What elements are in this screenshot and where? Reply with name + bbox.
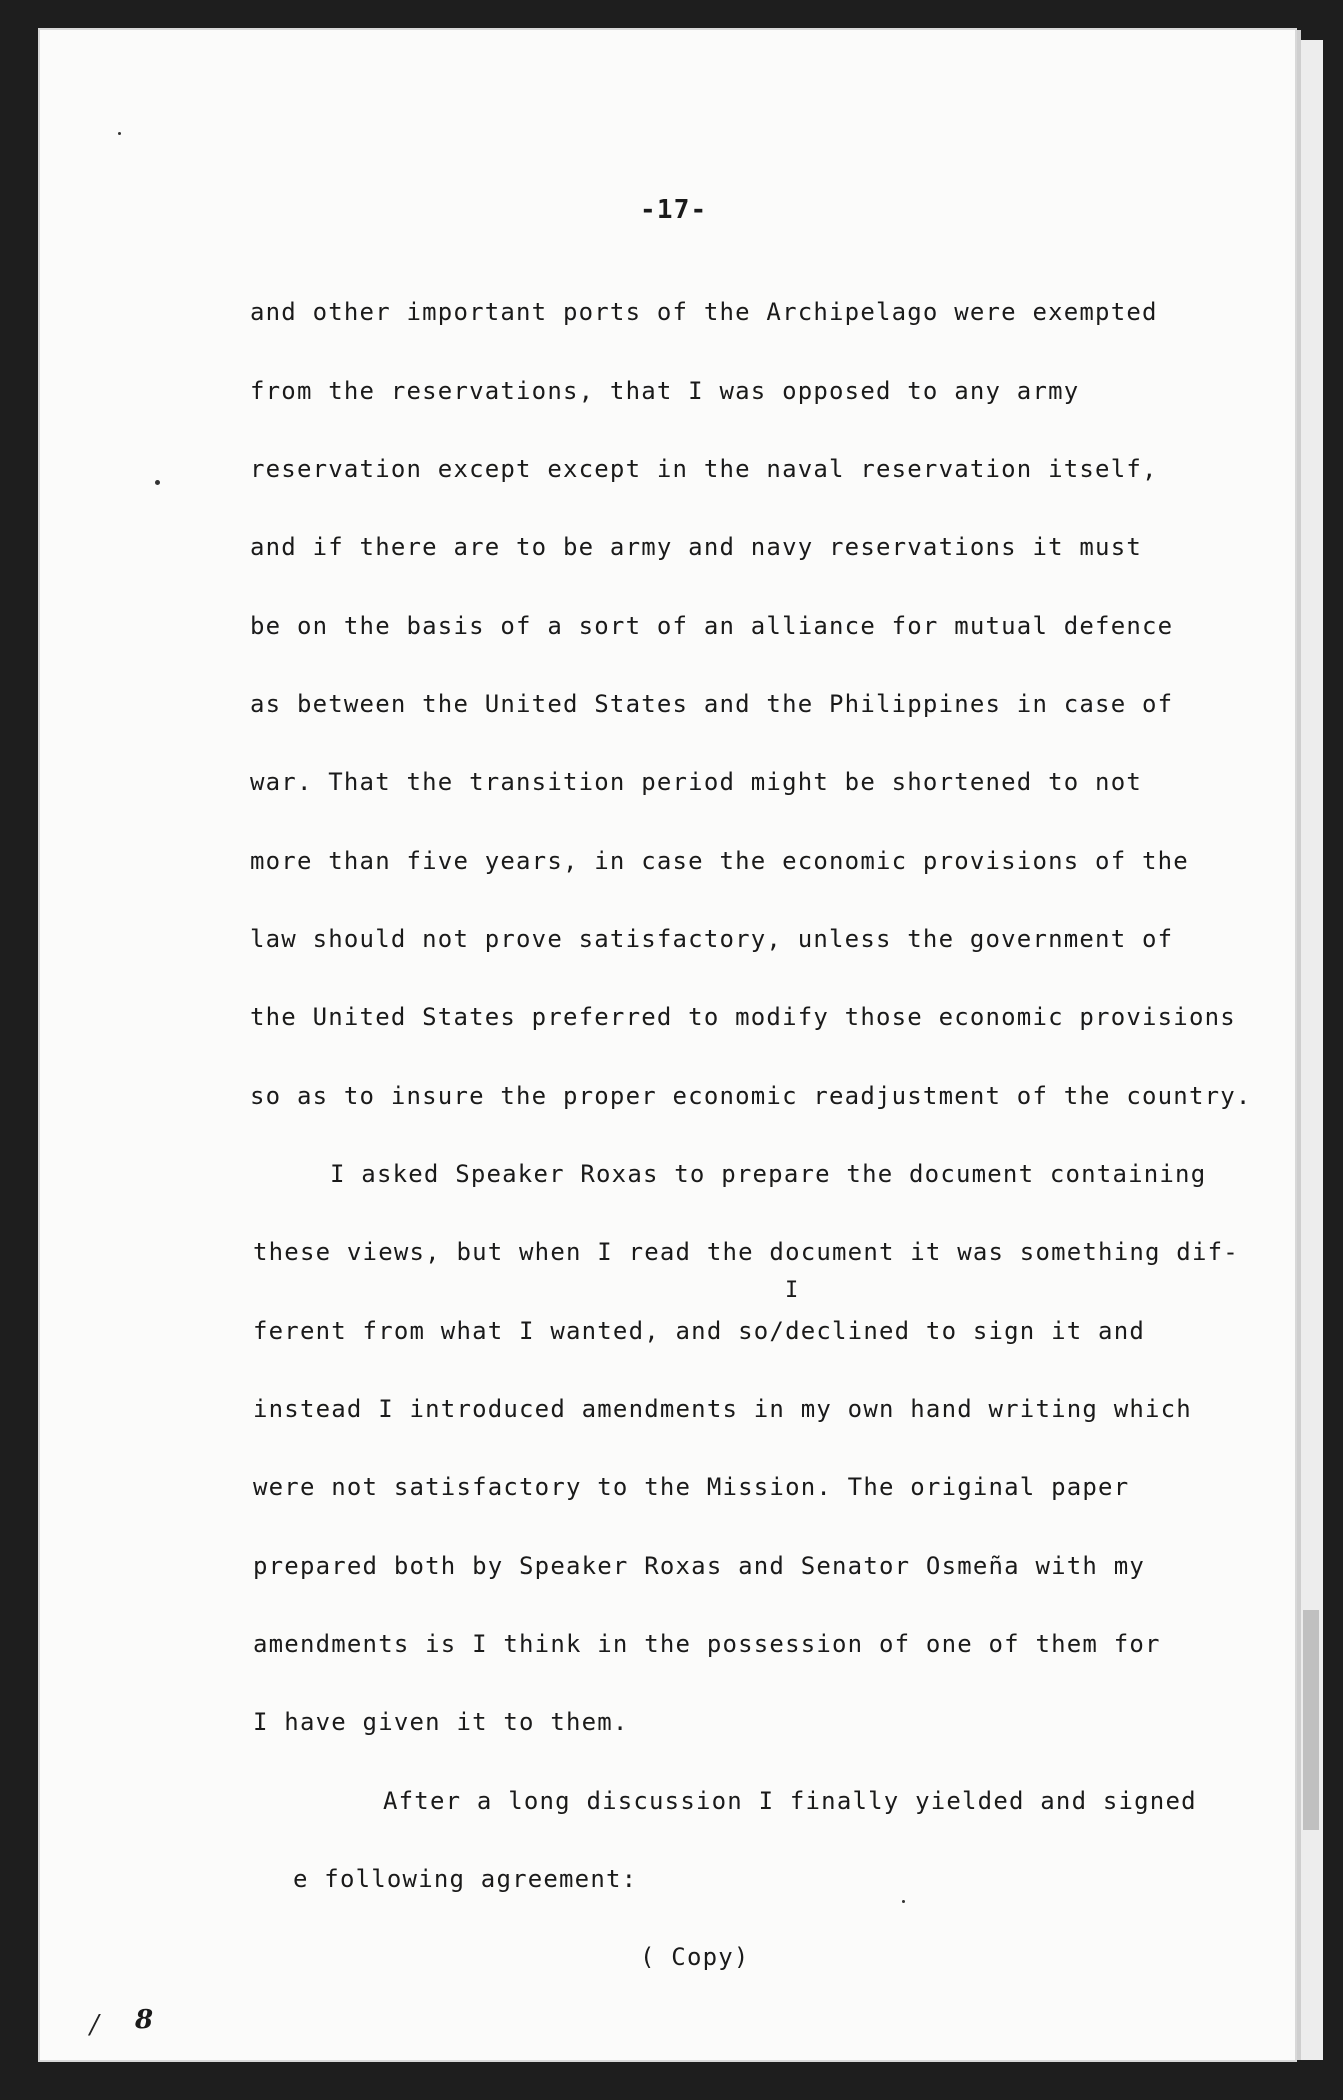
page-number: -17- [640,195,708,225]
body-line: as between the United States and the Philippines in case of [250,690,1174,718]
body-line: so as to insure the proper economic readjustment of the country. [250,1082,1252,1110]
body-line: I asked Speaker Roxas to prepare the document containing [330,1160,1207,1188]
edge-stain [1303,1610,1319,1830]
body-line: After a long discussion I finally yielded and signed [383,1787,1197,1815]
body-line: be on the basis of a sort of an alliance for mutual defence [250,612,1174,640]
margin-number: 8 [135,2005,154,2035]
body-line: the United States preferred to modify those economic provisions [250,1003,1236,1031]
body-line: law should not prove satisfactory, unless the government of [250,925,1174,953]
body-line: were not satisfactory to the Mission. The original paper [253,1473,1130,1501]
body-line: ferent from what I wanted, and so/declined to sign it and [253,1317,1146,1345]
margin-stroke: / [90,2010,99,2040]
document-page [40,30,1295,2060]
body-line: from the reservations, that I was opposed to any army [250,377,1080,405]
body-line: I have given it to them. [253,1708,629,1736]
body-line: amendments is I think in the possession of one of them for [253,1630,1161,1658]
body-line: these views, but when I read the document it was something dif- [253,1238,1239,1266]
body-line: more than five years, in case the economic provisions of the [250,847,1189,875]
body-line: reservation except except in the naval reservation itself, [250,455,1158,483]
body-line: instead I introduced amendments in my own hand writing which [253,1395,1192,1423]
body-line: prepared both by Speaker Roxas and Senator Osmeña with my [253,1552,1146,1580]
body-line: and other important ports of the Archipelago were exempted [250,298,1158,326]
copy-label: ( Copy) [640,1943,750,1971]
body-line: and if there are to be army and navy reservations it must [250,533,1143,561]
interlinear-insertion: I [785,1278,800,1303]
body-line: e following agreement: [293,1865,638,1893]
ink-speck [902,1900,905,1903]
ink-speck [155,480,160,485]
ink-speck [118,132,121,135]
body-line: war. That the transition period might be shortened to not [250,768,1143,796]
